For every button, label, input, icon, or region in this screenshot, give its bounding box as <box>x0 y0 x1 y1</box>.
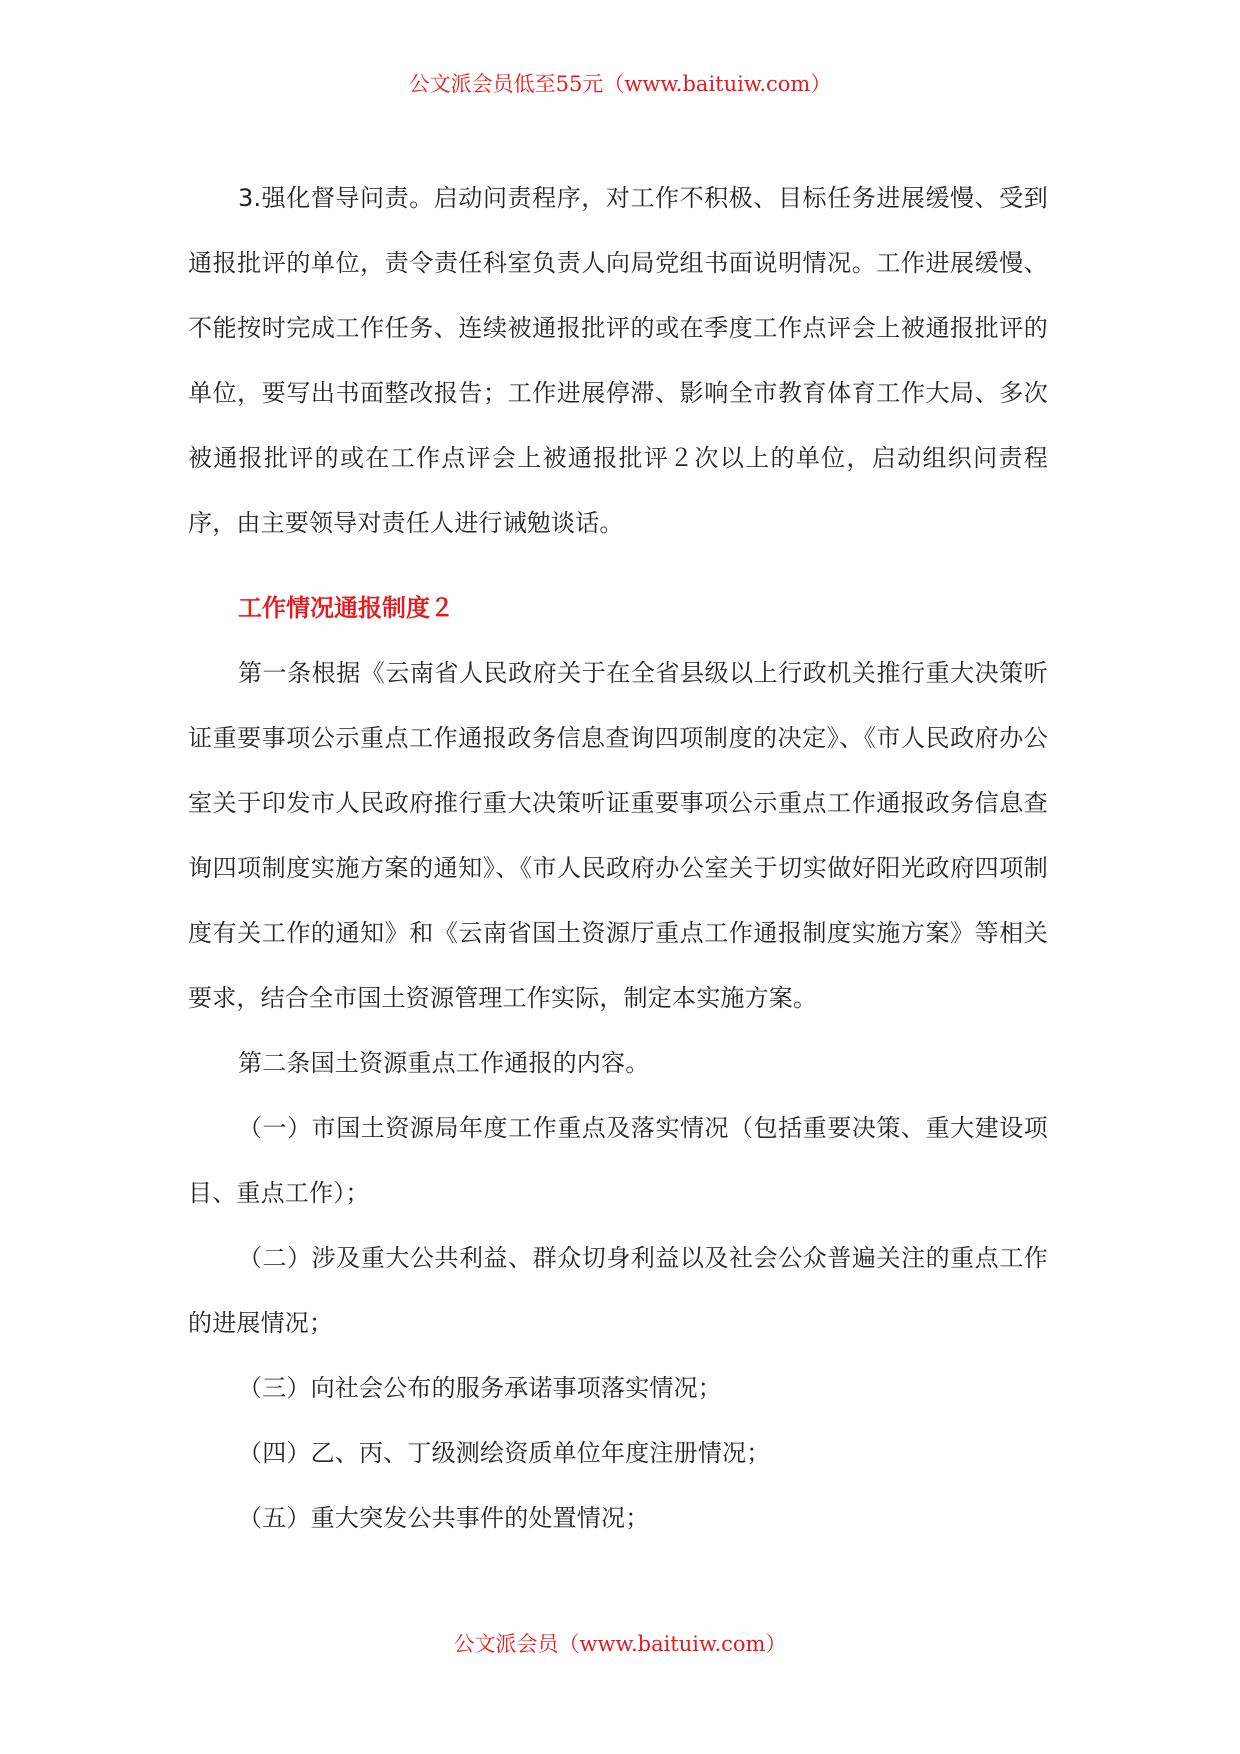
article-1: 第一条根据《云南省人民政府关于在全省县级以上行政机关推行重大决策听证重要事项公示重点工作通报政务信息查询四项制度的决定》、《市人民政府办公室关于印发市人民政府推行重大决策听证重要事项公示重点工作通报政务信息查询四项制度实施方案的通知》、《市人民政府办公室关于切实做好阳光政府四项制度有关工作的通知》和《云南省国土资源厅重点工作通报制度实施方案》等相关要求，结合全市国土资源管理工作实际，制定本实施方案。 <box>188 659 1048 1012</box>
list-item: （一）市国土资源局年度工作重点及落实情况（包括重要决策、重大建设项目、重点工作）； <box>188 1114 1048 1207</box>
footer-banner: 公文派会员（www.baituiw.com） <box>453 1632 787 1656</box>
paragraph-accountability: 3.强化督导问责。启动问责程序，对工作不积极、目标任务进展缓慢、受到通报批评的单位，责令责任科室负责人向局党组书面说明情况。工作进展缓慢、不能按时完成工作任务、连续被通报批评的或在季度工作点评会上被通报批评的单位，要写出书面整改报告；工作进展停滞、影响全市教育体育工作大局、多次被通报批评的或在工作点评会上被通报批评２次以上的单位，启动组织问责程序，由主要领导对责任人进行诫勉谈话。 <box>188 184 1048 537</box>
list-item: （四）乙、丙、丁级测绘资质单位年度注册情况； <box>238 1439 771 1467</box>
list-item: （五）重大突发公共事件的处置情况； <box>238 1504 650 1532</box>
header-banner: 公文派会员低至55元（www.baituiw.com） <box>408 72 832 96</box>
article-2: 第二条国土资源重点工作通报的内容。 <box>238 1049 650 1077</box>
section-heading: 工作情况通报制度２ <box>238 594 454 622</box>
document-body <box>188 166 1048 1551</box>
list-item: （三）向社会公布的服务承诺事项落实情况； <box>238 1374 722 1402</box>
list-item: （二）涉及重大公共利益、群众切身利益以及社会公众普遍关注的重点工作的进展情况； <box>188 1244 1048 1337</box>
